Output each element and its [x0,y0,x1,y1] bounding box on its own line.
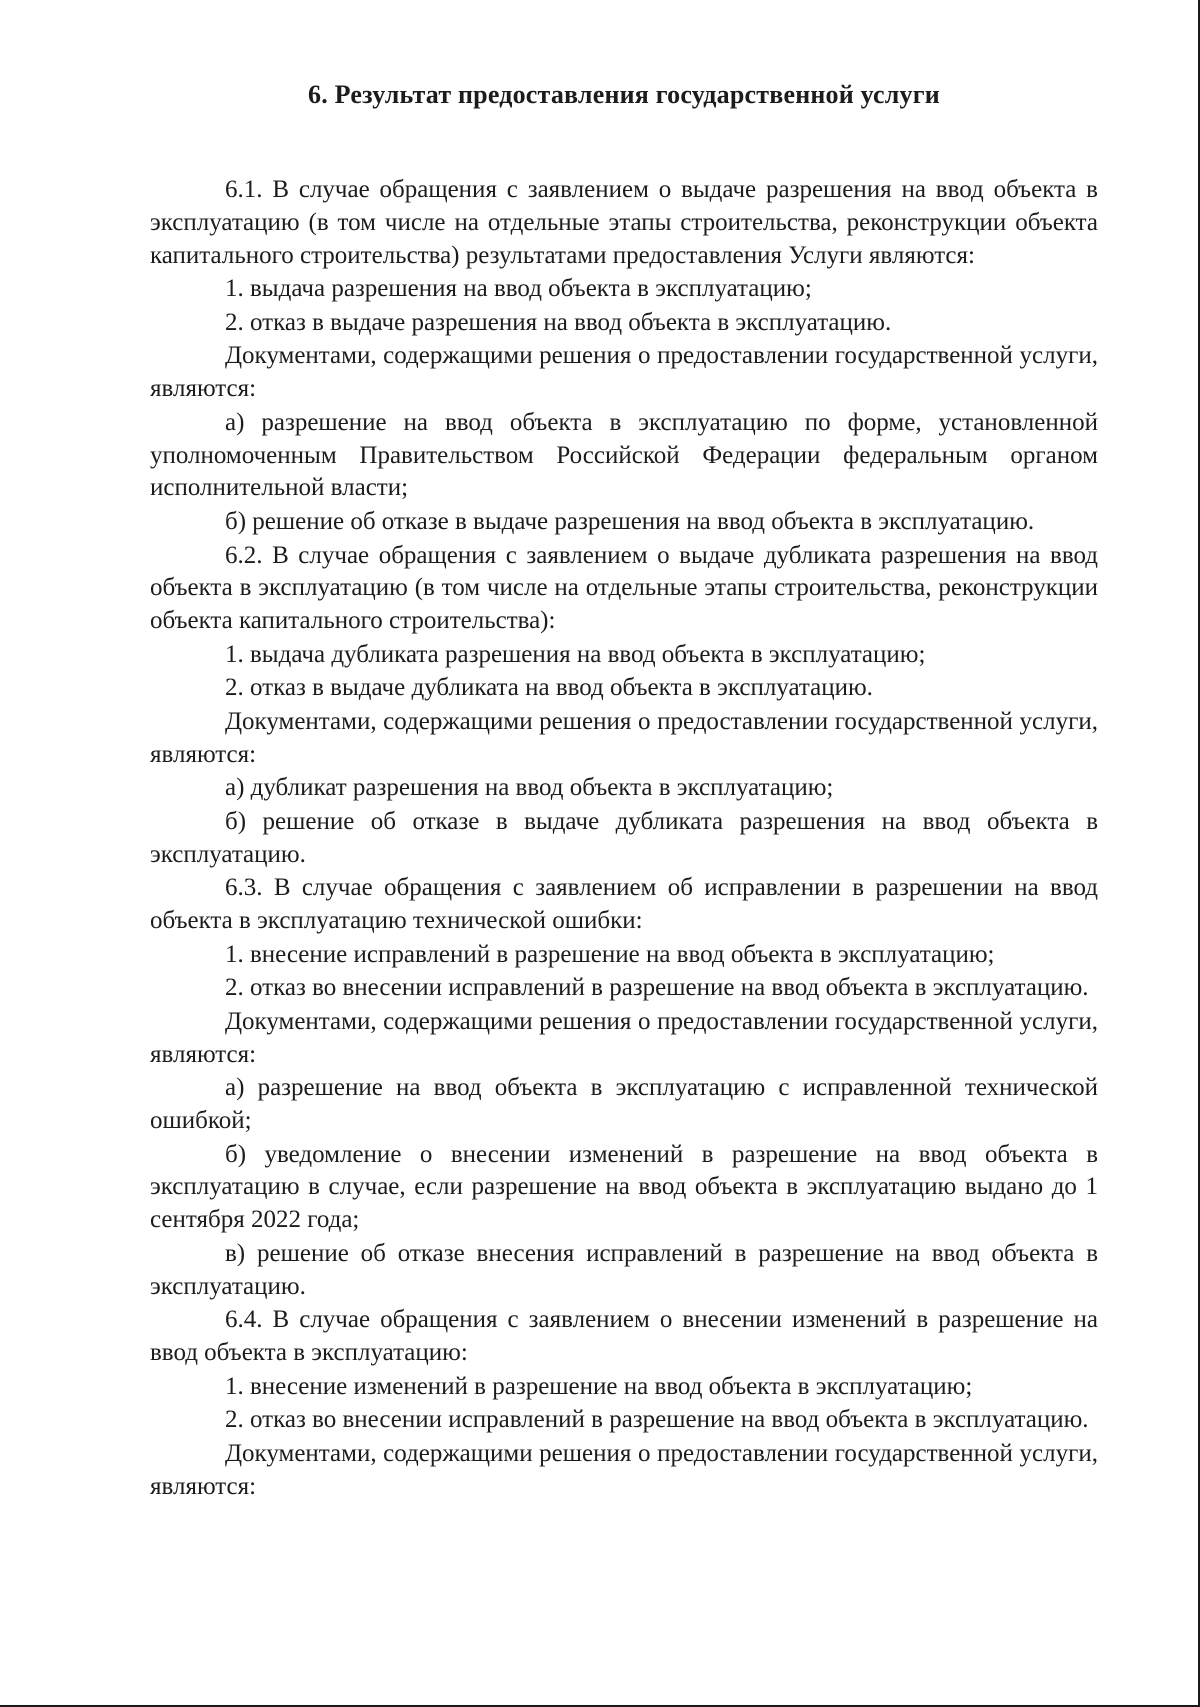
paragraph-6-4-intro: 6.4. В случае обращения с заявлением о внесении изменений в разрешение на ввод объекта в эксплуатацию: [150,1306,1098,1367]
list-item: 2. отказ в выдаче дубликата на ввод объекта в эксплуатацию. [225,674,873,702]
documents-intro: Документами, содержащими решения о предоставлении государственной услуги, являются: [150,342,1098,403]
list-item: а) разрешение на ввод объекта в эксплуатацию по форме, установленной уполномоченным Правительством Российской Федерации федеральным органом исполнительной власти; [150,408,1098,502]
documents-intro: Документами, содержащими решения о предоставлении государственной услуги, являются: [150,1439,1098,1500]
list-item: 1. выдача дубликата разрешения на ввод объекта в эксплуатацию; [225,640,926,668]
list-item: 2. отказ во внесении исправлений в разрешение на ввод объекта в эксплуатацию. [225,974,1089,1002]
list-item: б) решение об отказе в выдаче дубликата разрешения на ввод объекта в эксплуатацию. [150,807,1098,868]
paragraphs [150,174,1098,1503]
list-item: в) решение об отказе внесения исправлений в разрешение на ввод объекта в эксплуатацию. [150,1239,1098,1300]
list-item: б) уведомление о внесении изменений в разрешение на ввод объекта в эксплуатацию в случае, если разрешение на ввод объекта в эксплуатацию выдано до 1 сентября 2022 года; [150,1140,1098,1234]
list-item: 2. отказ во внесении исправлений в разрешение на ввод объекта в эксплуатацию. [225,1406,1089,1434]
list-item: 1. внесение изменений в разрешение на ввод объекта в эксплуатацию; [225,1372,973,1400]
list-item: б) решение об отказе в выдаче разрешения на ввод объекта в эксплуатацию. [225,507,1035,535]
list-item: а) разрешение на ввод объекта в эксплуатацию с исправленной технической ошибкой; [150,1074,1098,1135]
list-item: 1. выдача разрешения на ввод объекта в эксплуатацию; [225,275,812,303]
paragraph-6-1-intro: 6.1. В случае обращения с заявлением о выдаче разрешения на ввод объекта в эксплуатацию (в том числе на отдельные этапы строительства, реконструкции объекта капитального строительства) результатами предоставления Услуги являются: [150,176,1098,269]
list-item: 2. отказ в выдаче разрешения на ввод объекта в эксплуатацию. [225,308,892,336]
list-item: 1. внесение исправлений в разрешение на ввод объекта в эксплуатацию; [225,940,995,968]
paragraph-6-2-intro: 6.2. В случае обращения с заявлением о выдаче дубликата разрешения на ввод объекта в эксплуатацию (в том числе на отдельные этапы строительства, реконструкции объекта капитального строительства): [150,541,1098,635]
paragraph-6-3-intro: 6.3. В случае обращения с заявлением об исправлении в разрешении на ввод объекта в эксплуатацию технической ошибки: [150,874,1098,935]
section-title: 6. Результат предоставления государственной услуги [308,80,940,109]
documents-intro: Документами, содержащими решения о предоставлении государственной услуги, являются: [150,1007,1098,1068]
documents-intro: Документами, содержащими решения о предоставлении государственной услуги, являются: [150,707,1098,768]
list-item: а) дубликат разрешения на ввод объекта в эксплуатацию; [225,774,834,802]
